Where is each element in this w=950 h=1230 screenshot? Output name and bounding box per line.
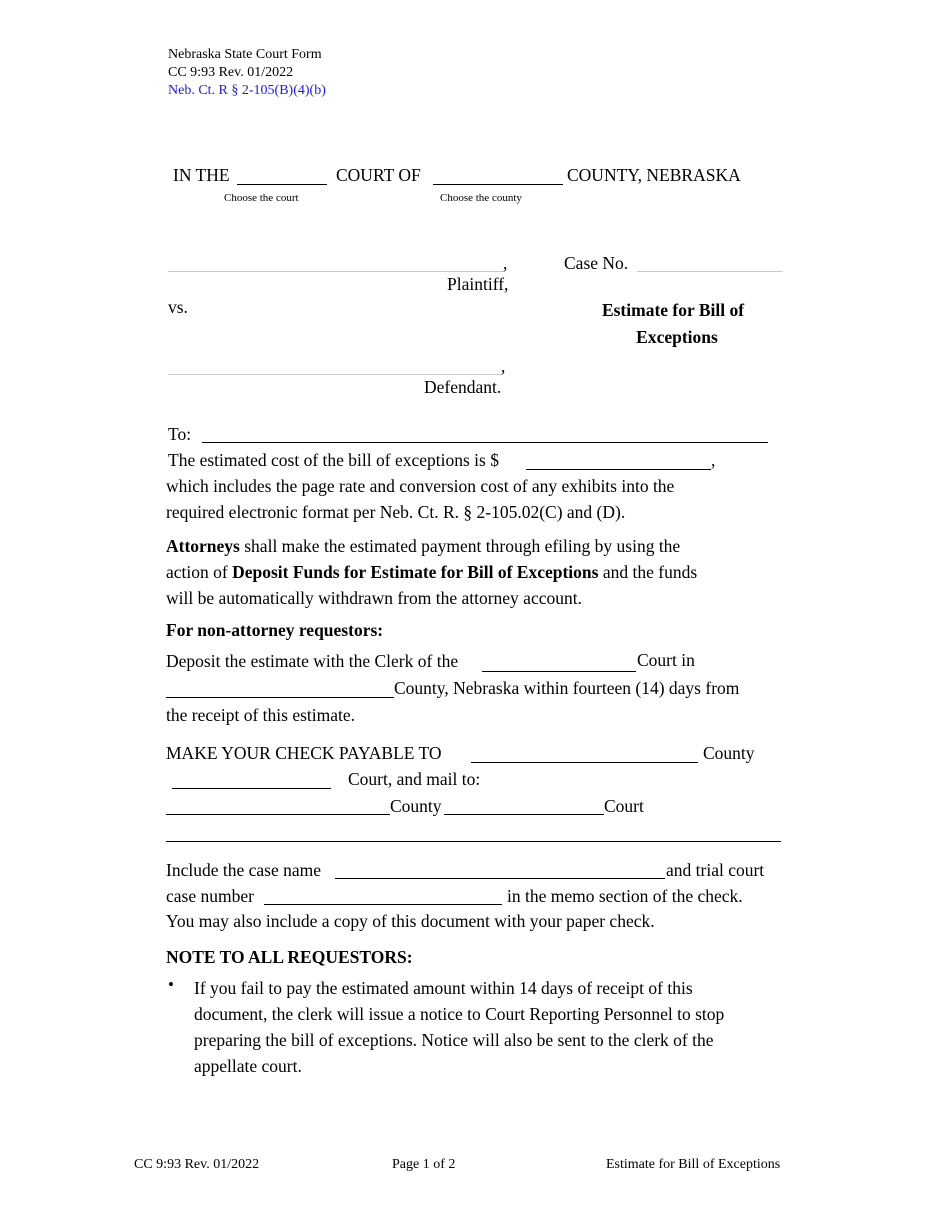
non-attorney-heading: For non-attorney requestors: [166,620,384,640]
case-name-field[interactable] [335,878,665,879]
rule-reference-link[interactable]: Neb. Ct. R § 2-105(B)(4)(b) [168,83,326,98]
deposit-line-2: County, Nebraska within fourteen (14) days from [394,678,740,698]
note-line-3: preparing the bill of exceptions. Notice will also be sent to the clerk of the [194,1030,714,1050]
county-hint: Choose the county [440,192,522,204]
court-hint: Choose the court [224,192,299,204]
bullet-icon: • [168,975,174,994]
form-revision: CC 9:93 Rev. 01/2022 [168,65,294,80]
attorneys-text-2c: and the funds [598,562,698,582]
case-number-label: Case No. [564,253,629,273]
plaintiff-label: Plaintiff, [447,274,509,294]
to-label: To: [168,424,192,444]
attorneys-line-1 [166,533,680,559]
attorneys-text-2a: action of [166,562,233,582]
deposit-line-1b: Court in [637,650,695,670]
county-select-field[interactable] [433,184,563,185]
estimate-amount-field[interactable] [526,469,711,470]
mail-court-label: Court [604,796,644,816]
mail-address-field[interactable] [166,841,781,842]
defendant-label: Defendant. [424,377,502,397]
trial-case-number-field[interactable] [264,904,502,905]
form-name: Nebraska State Court Form [168,47,322,62]
court-of-label: COURT OF [336,165,421,185]
mail-to-label: Court, and mail to: [348,769,481,789]
mail-county-field[interactable] [166,814,390,815]
estimate-cost-label: The estimated cost of the bill of exceptions is $ [168,450,499,470]
plaintiff-name-field[interactable] [168,271,504,272]
deposit-funds-action: Deposit Funds for Estimate for Bill of Exceptions [232,562,599,582]
estimate-comma: , [711,450,716,470]
document-title-line1: Estimate for Bill of [601,300,745,320]
mail-court-field[interactable] [444,814,604,815]
defendant-name-field[interactable] [168,374,502,375]
note-heading: NOTE TO ALL REQUESTORS: [166,947,413,967]
case-number-field[interactable] [637,271,783,272]
deposit-line-3: the receipt of this estimate. [166,705,356,725]
payable-county-field[interactable] [471,762,698,763]
include-line-3: You may also include a copy of this document with your paper check. [166,911,655,931]
court-select-field[interactable] [237,184,327,185]
memo-section-label: in the memo section of the check. [507,886,743,906]
county-nebraska-label: COUNTY, NEBRASKA [567,165,741,185]
deposit-county-field[interactable] [166,697,394,698]
note-line-4: appellate court. [194,1056,302,1076]
check-payable-label: MAKE YOUR CHECK PAYABLE TO [166,743,442,763]
clerk-court-field[interactable] [482,671,636,672]
footer-page-number: Page 1 of 2 [392,1157,456,1172]
mail-county-label: County [390,796,442,816]
footer-form-id: CC 9:93 Rev. 01/2022 [134,1157,260,1172]
attorneys-line-3: will be automatically withdrawn from the attorney account. [166,588,582,608]
include-case-name-label: Include the case name [166,860,321,880]
case-number-memo-label: case number [166,886,254,906]
note-line-2: document, the clerk will issue a notice to Court Reporting Personnel to stop [194,1004,725,1024]
attorneys-text-1: shall make the estimated payment through efiling by using the [239,536,681,556]
document-title-line2: Exceptions [636,327,718,347]
deposit-line-1a: Deposit the estimate with the Clerk of the [166,651,459,671]
includes-line-2: required electronic format per Neb. Ct. R. § 2-105.02(C) and (D). [166,502,626,522]
footer-document-title: Estimate for Bill of Exceptions [606,1157,781,1172]
in-the-label: IN THE [173,165,230,185]
attorneys-line-2 [166,559,697,585]
plaintiff-comma: , [503,253,508,273]
includes-line-1: which includes the page rate and conversion cost of any exhibits into the [166,476,675,496]
trial-court-label: and trial court [666,860,765,880]
to-recipient-field[interactable] [202,442,768,443]
check-county-label: County [703,743,755,763]
defendant-comma: , [501,356,506,376]
payable-court-field[interactable] [172,788,331,789]
attorneys-bold: Attorneys [166,536,240,556]
versus-label: vs. [168,297,188,317]
note-line-1: If you fail to pay the estimated amount within 14 days of receipt of this [194,978,693,998]
